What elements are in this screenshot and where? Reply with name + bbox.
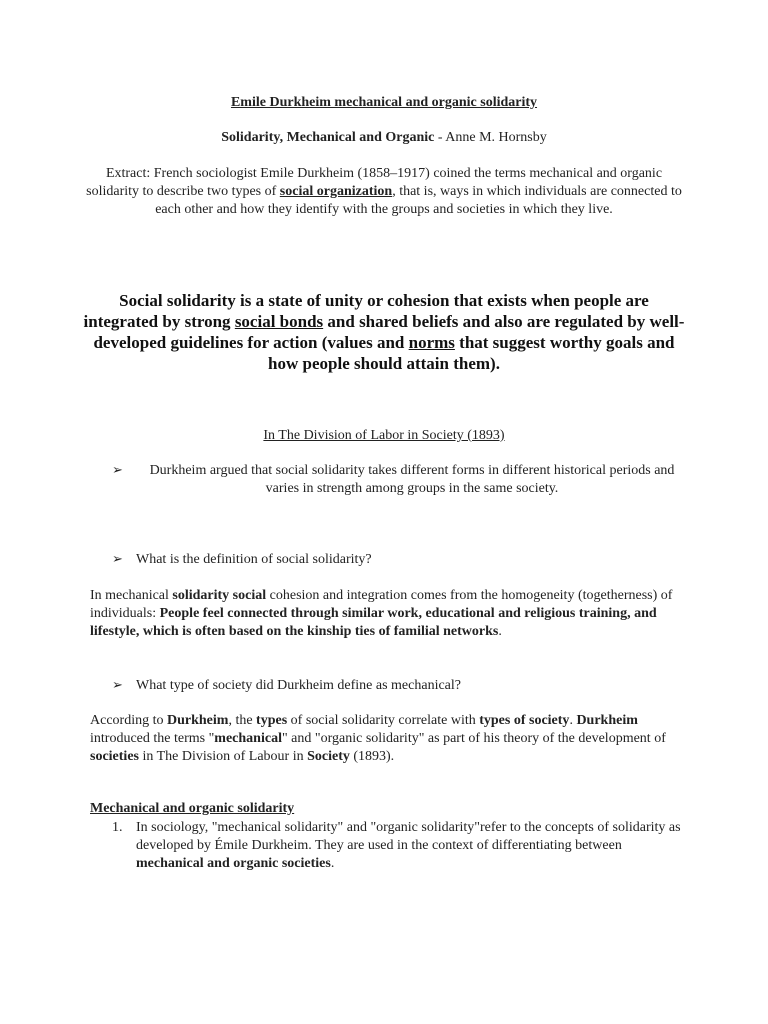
para-bold: mechanical <box>214 731 282 746</box>
para-bold: societies <box>90 749 139 764</box>
para-bold: types of society <box>479 713 570 728</box>
bullet-text: What type of society did Durkheim define as mechanical? <box>136 678 461 693</box>
subtitle-author: - Anne M. Hornsby <box>434 130 547 145</box>
norms-link[interactable]: norms <box>408 333 455 352</box>
list-number: 1. <box>112 820 123 835</box>
mechanical-solidarity-paragraph <box>90 587 690 641</box>
list-text <box>112 819 682 873</box>
document-subtitle <box>0 130 768 146</box>
durkheim-types-paragraph <box>90 712 690 766</box>
para-bold: People feel connected through similar work, educational and religious training, and lifestyle, which is often based on the kinship ties of familial networks <box>90 606 657 639</box>
definition-quote <box>80 290 688 374</box>
quote-text-1: Social solidarity is a state of unity or cohesion that exists when people are integrated by strong <box>83 291 649 331</box>
para-text: of social solidarity correlate with <box>287 713 480 728</box>
list-text-part: In sociology, "mechanical solidarity" and "organic solidarity"refer to the concepts of solidarity as developed by Émile Durkheim. They are used in the context of differentiating between <box>136 820 681 853</box>
para-bold: Durkheim <box>166 713 229 728</box>
para-bold: solidarity social <box>172 588 267 603</box>
para-text: . <box>498 624 502 639</box>
section-heading: Mechanical and organic solidarity <box>90 801 295 816</box>
para-bold: Society <box>307 749 350 764</box>
para-text: in The Division of Labour in <box>138 749 308 764</box>
social-organization-link[interactable]: social organization <box>279 184 393 199</box>
subtitle-bold: Solidarity, Mechanical and Organic <box>221 130 435 145</box>
social-bonds-link[interactable]: social bonds <box>234 312 324 331</box>
para-text: In mechanical <box>90 588 173 603</box>
bullet-item <box>112 677 688 695</box>
arrow-bullet-icon: ➢ <box>112 678 123 693</box>
para-bold: types <box>256 713 288 728</box>
extract-paragraph <box>86 165 682 219</box>
para-text: . <box>569 713 577 728</box>
para-text: , the <box>228 713 257 728</box>
quote-text-2: and shared beliefs and also are regulated by well-developed guidelines for action (values and <box>93 312 685 352</box>
para-text: According to <box>90 713 167 728</box>
numbered-list-item <box>112 819 682 873</box>
arrow-bullet-icon: ➢ <box>112 463 123 478</box>
quote-text-3: that suggest worthy goals and how people should attain them). <box>268 333 675 373</box>
para-bold: Durkheim <box>576 713 638 728</box>
bullet-item <box>112 551 688 569</box>
list-text-part: . <box>330 856 335 871</box>
division-heading: In The Division of Labor in Society (1893) <box>263 428 505 443</box>
bullet-item <box>112 462 688 498</box>
bullet-text: What is the definition of social solidarity? <box>136 552 372 567</box>
document-title: Emile Durkheim mechanical and organic solidarity <box>230 95 538 110</box>
arrow-bullet-icon: ➢ <box>112 552 123 567</box>
extract-text-1: Extract: French sociologist Emile Durkheim (1858–1917) coined the terms mechanical and organic solidarity to describe two types of <box>86 166 663 199</box>
para-text: cohesion and integration comes from the homogeneity (togetherness) of individuals: <box>90 588 673 621</box>
list-bold: mechanical and organic societies <box>136 856 331 871</box>
para-text: (1893). <box>349 749 395 764</box>
para-text: " and "organic solidarity" as part of his theory of the development of <box>281 731 666 746</box>
bullet-text: Durkheim argued that social solidarity takes different forms in different historical periods and varies in strength among groups in the same society. <box>149 463 675 496</box>
para-text: introduced the terms " <box>90 731 215 746</box>
extract-text-2: , that is, ways in which individuals are connected to each other and how they identify with the groups and societies in which they live. <box>155 184 682 217</box>
